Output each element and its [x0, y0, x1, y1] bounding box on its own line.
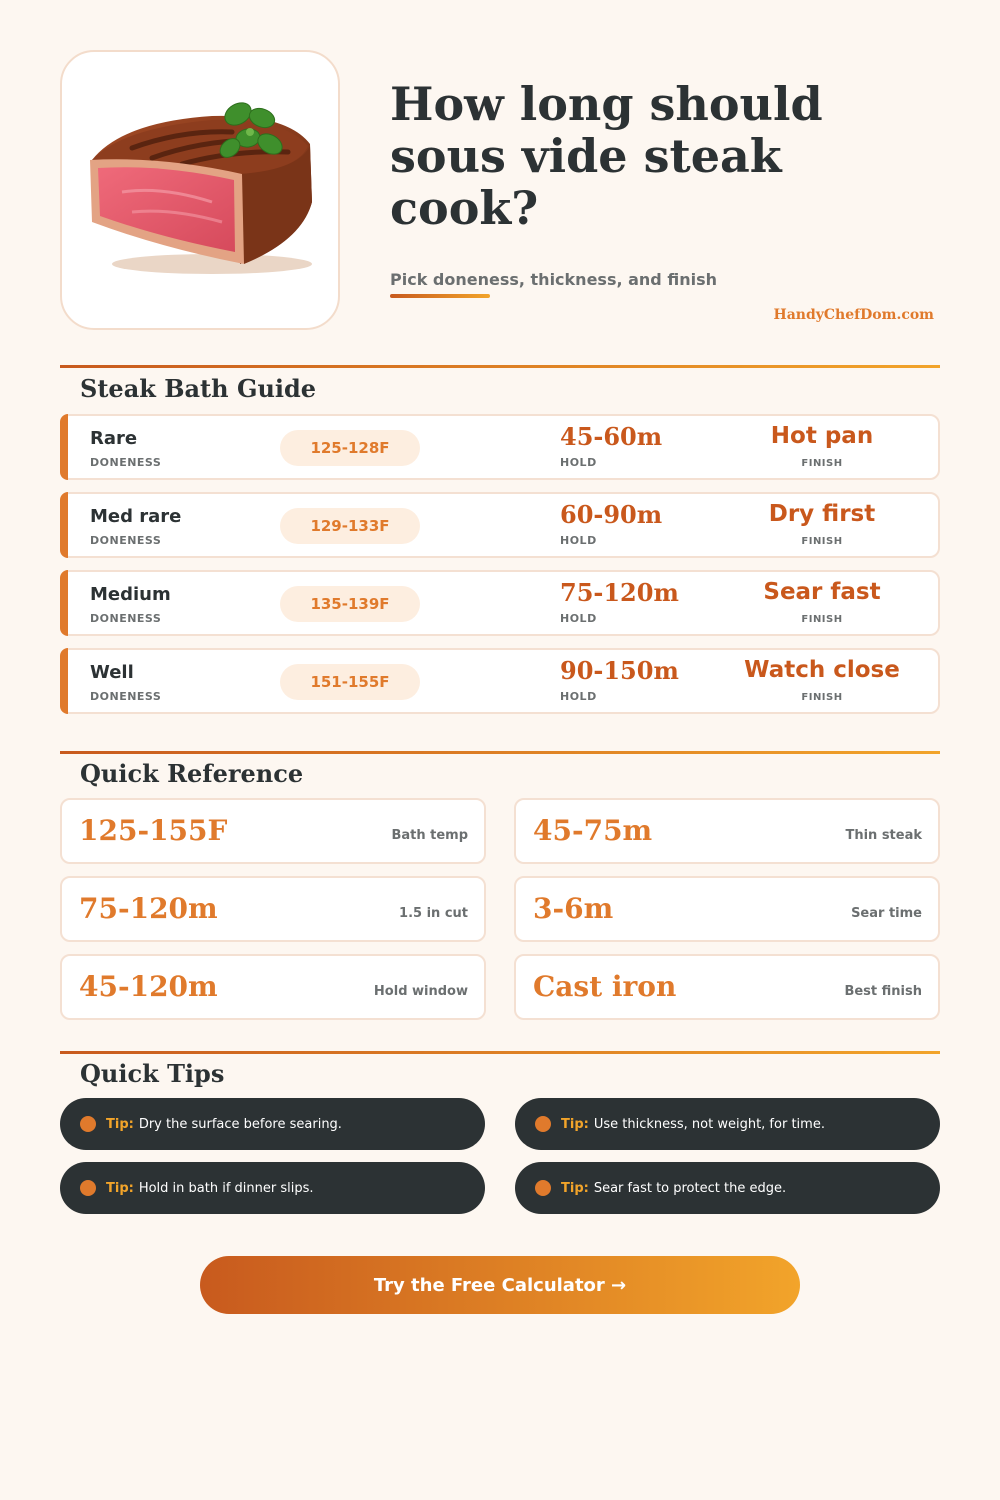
hold-label: HOLD [560, 690, 597, 703]
tip-item [515, 1162, 940, 1214]
hold-label: HOLD [560, 612, 597, 625]
guide-section-title: Steak Bath Guide [80, 374, 317, 403]
row-accent-bar [60, 414, 68, 480]
tip-text: Dry the surface before searing. [138, 1116, 342, 1132]
tips-section-title: Quick Tips [80, 1059, 225, 1088]
brand-link[interactable]: HandyChefDom.com [773, 307, 934, 323]
reference-card [514, 876, 940, 942]
doneness-value: Rare [90, 428, 138, 449]
finish-value: Sear fast [763, 579, 881, 605]
reference-label: Hold window [373, 984, 468, 999]
reference-label: Best finish [844, 984, 922, 999]
temp-badge: 151-155F [280, 664, 420, 700]
finish-value: Watch close [744, 657, 900, 683]
hold-value: 75-120m [560, 578, 679, 607]
reference-card [514, 798, 940, 864]
doneness-label: DONENESS [90, 690, 162, 703]
tip-prefix: Tip: [561, 1116, 589, 1132]
subtitle-underline [390, 294, 490, 298]
finish-label: FINISH [801, 692, 843, 703]
tip-prefix: Tip: [106, 1180, 134, 1196]
reference-label: 1.5 in cut [399, 906, 468, 921]
doneness-label: DONENESS [90, 612, 162, 625]
hold-label: HOLD [560, 456, 597, 469]
reference-value: 3-6m [533, 892, 614, 925]
tip-item [60, 1162, 485, 1214]
hero-image-card [60, 50, 340, 330]
dot-icon [80, 1116, 96, 1132]
guide-row-well [60, 648, 940, 714]
page-title: How long should sous vide steak cook? [390, 77, 823, 235]
guide-row-medium [60, 570, 940, 636]
dot-icon [535, 1116, 551, 1132]
reference-section-title: Quick Reference [80, 759, 304, 788]
reference-value: 125-155F [79, 814, 228, 847]
hold-label: HOLD [560, 534, 597, 547]
tip-text: Sear fast to protect the edge. [593, 1180, 787, 1196]
tip-item [60, 1098, 485, 1150]
section-divider [60, 751, 940, 754]
finish-label: FINISH [801, 458, 843, 469]
hold-value: 45-60m [560, 422, 663, 451]
row-accent-bar [60, 570, 68, 636]
section-divider [60, 1051, 940, 1054]
row-accent-bar [60, 648, 68, 714]
doneness-label: DONENESS [90, 534, 162, 547]
steak-illustration-icon [62, 52, 342, 332]
dot-icon [535, 1180, 551, 1196]
finish-value: Dry first [768, 501, 876, 527]
dot-icon [80, 1180, 96, 1196]
guide-row-rare [60, 414, 940, 480]
finish-label: FINISH [801, 614, 843, 625]
row-accent-bar [60, 492, 68, 558]
reference-card [60, 876, 486, 942]
doneness-label: DONENESS [90, 456, 162, 469]
tip-text: Use thickness, not weight, for time. [593, 1116, 825, 1132]
reference-label: Thin steak [845, 828, 922, 843]
reference-label: Bath temp [391, 828, 468, 843]
tip-prefix: Tip: [561, 1180, 589, 1196]
temp-badge: 135-139F [280, 586, 420, 622]
section-divider [60, 365, 940, 368]
finish-label: FINISH [801, 536, 843, 547]
reference-value: 45-120m [79, 970, 218, 1003]
reference-card [60, 954, 486, 1020]
doneness-value: Medium [90, 584, 171, 605]
try-calculator-button[interactable]: Try the Free Calculator → [200, 1256, 800, 1314]
page-subtitle: Pick doneness, thickness, and finish [390, 270, 717, 289]
reference-card [514, 954, 940, 1020]
temp-badge: 125-128F [280, 430, 420, 466]
temp-badge: 129-133F [280, 508, 420, 544]
reference-value: 75-120m [79, 892, 218, 925]
finish-value: Hot pan [770, 423, 874, 449]
reference-card [60, 798, 486, 864]
hold-value: 90-150m [560, 656, 679, 685]
doneness-value: Med rare [90, 506, 182, 527]
guide-row-med-rare [60, 492, 940, 558]
tip-prefix: Tip: [106, 1116, 134, 1132]
reference-label: Sear time [851, 906, 922, 921]
reference-value: 45-75m [533, 814, 653, 847]
tip-text: Hold in bath if dinner slips. [138, 1180, 314, 1196]
reference-value: Cast iron [533, 970, 677, 1003]
hold-value: 60-90m [560, 500, 663, 529]
tip-item [515, 1098, 940, 1150]
doneness-value: Well [90, 662, 134, 683]
